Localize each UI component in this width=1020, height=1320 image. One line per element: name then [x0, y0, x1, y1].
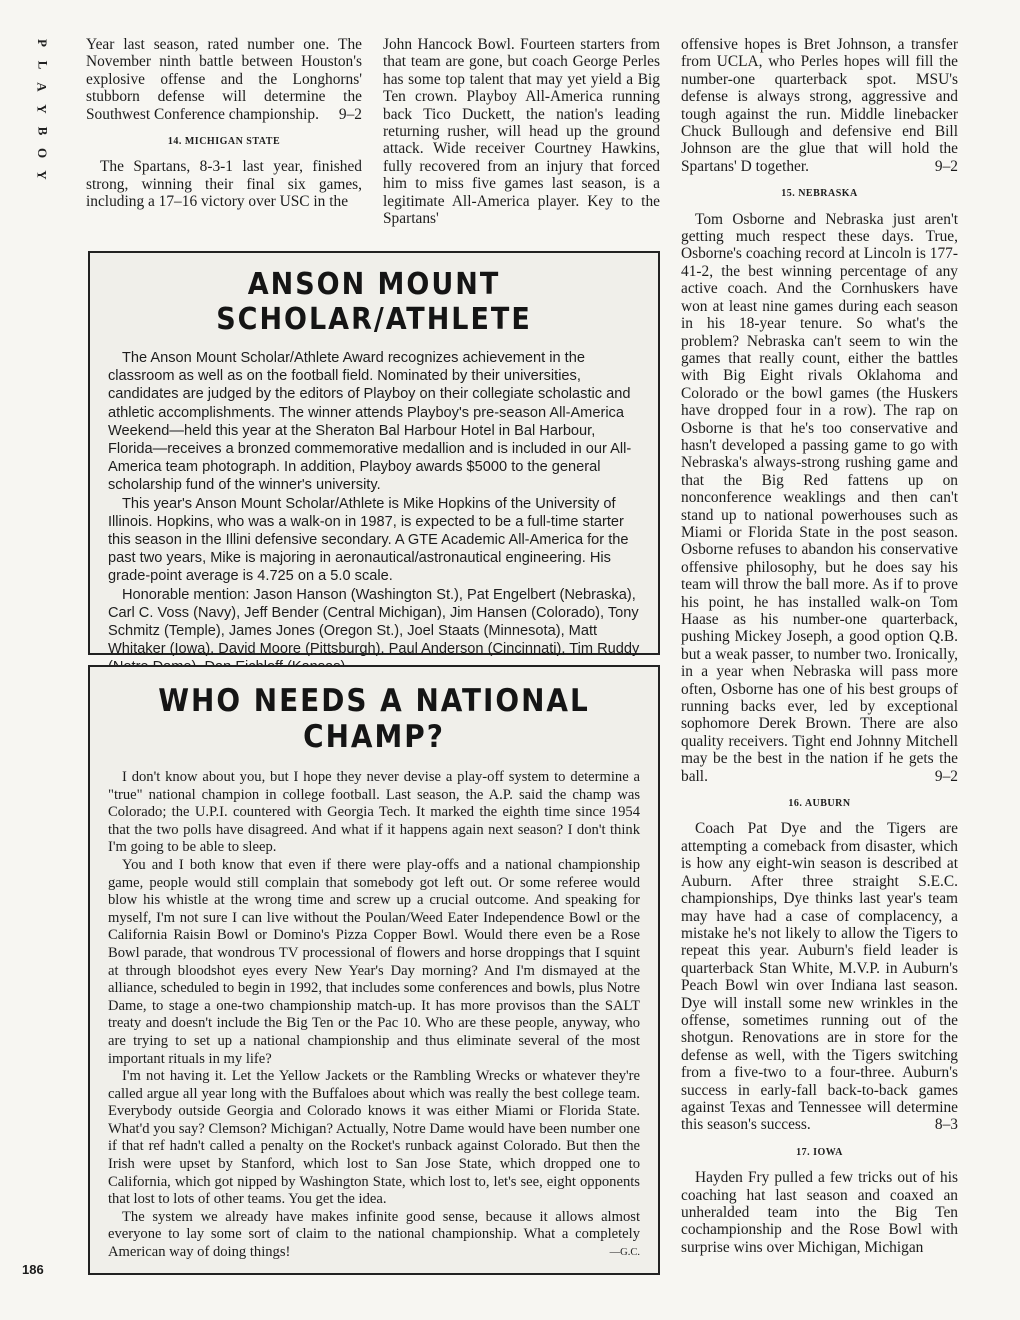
nebraska-paragraph [681, 211, 958, 785]
spine-letter: Y [34, 104, 50, 114]
spine-letter: B [34, 126, 50, 136]
michigan-state-intro: The Spartans, 8-3-1 last year, finished strong, winning their final six games, including a 17–16 victory over USC in the [86, 158, 362, 211]
national-champ-para-4 [108, 1209, 640, 1262]
spine-letter: A [34, 82, 50, 92]
michigan-state-end [681, 36, 958, 175]
national-champ-para-3: I'm not having it. Let the Yellow Jackets or the Rambling Wrecks or whatever they're called argue all year long with the Buffaloes about which was really the best college team. Everybody outside Georgia and Colorado knows it was either Miami or Florida State. What'd you say? Clemson? Michigan? Actually, Notre Dame would have been number one if that ref hadn't called a penalty on the Rocket's runback against Colorado. But then the Irish were upset by Stanford, which lost to San Jose State, which dropped one to California, which got nipped by Washington State, which lost to, let's see, eight opponents that lost to lots of other teams. You get the idea. [108, 1068, 640, 1208]
scholar-athlete-para-2: This year's Anson Mount Scholar/Athlete is Mike Hopkins of the University of Illinois. Hopkins, who was a walk-on in 1987, is expected to be a full-time starter this season in the Illini defensive secondary. A GTE Academic All-America for the past two years, Mike is majoring in aeronautical/astronautical engineering. His grade-point average is 4.725 on a 5.0 scale. [108, 495, 629, 585]
michigan-state-end-text: offensive hopes is Bret Johnson, a transfer from UCLA, who Perles hopes will fill the number-one quarterback spot. MSU's defense is always strong, aggressive and tough against the run. Middle linebacker Chuck Bullough and defensive end Bill Johnson are the glue that will hold the Spartans' D together. [681, 36, 958, 175]
national-champ-box [88, 665, 660, 1275]
nebraska-heading: 15. NEBRASKA [781, 188, 858, 200]
national-champ-body [108, 769, 640, 1262]
spine-letter: L [34, 60, 50, 70]
iowa-paragraph: Hayden Fry pulled a few tricks out of his coaching hat last season and coaxed an unheralded team into the Big Ten cochampionship and the Rose Bowl with surprise wins over Michigan, Michigan [681, 1169, 958, 1256]
michigan-state-grade: 9–2 [934, 157, 958, 175]
spine-letter: O [35, 147, 50, 159]
texas-grade: 9–2 [338, 105, 362, 123]
column-3 [681, 36, 958, 1256]
iowa-heading: 17. IOWA [796, 1146, 843, 1158]
spine-letter: Y [34, 170, 50, 180]
scholar-athlete-title: ANSON MOUNT SCHOLAR/ATHLETE [216, 267, 532, 337]
magazine-spine-label [30, 36, 54, 182]
michigan-state-continued: John Hancock Bowl. Fourteen starters from that team are gone, but coach George Perles has some top talent that may yet yield a Big Ten crown. Playboy All-America running back Tico Duckett, the nation's leading returning rusher, will head up the ground attack. Wide receiver Courtney Hawkins, fully recovered from an injury that forced him to miss five games last season, is a legitimate All-America player. Key to the Spartans' [383, 36, 660, 228]
national-champ-para-1: I don't know about you, but I hope they never devise a play-off system to determine a "true" national champion in college football. Last season, the A.P. said the champ was Colorado; the U.P.I. countered with Georgia Tech. It marked the eighth time since 1954 that the two polls have disagreed. And what if it happens again next season? I don't think I'm going to be able to sleep. [108, 769, 640, 856]
national-champ-para-2: You and I both know that even if there were play-offs and a national championship game, people would still complain that somebody got left out. Or some referee would blow his whistle at the wrong time and screw up a crucial outcome. And speaking for myself, I'm not sure I can live without the Poulan/Weed Eater Independence Bowl or the California Raisin Bowl or Domino's Pizza Copper Bowl. Would there even be a Rose Bowl parade, that wondrous TV processional of flowers and horse droppings that I squint at through bloodshot eyes every New Year's Day morning? And I'm dismayed at the alliance, scheduled to begin in 1992, that includes some conferences and bowls, plus Notre Dame, to stage a one-two championship match-up. It has more provisos than the SALT treaty and doesn't include the Big Ten or the Pac 10. Who are these people, anyway, who are trying to set up a national championship and thus eliminate several of the most important rituals in my life? [108, 856, 640, 1067]
scholar-athlete-box [88, 251, 660, 658]
scholar-athlete-body [108, 349, 640, 677]
texas-text: Year last season, rated number one. The November ninth battle between Houston's explosive offense and the Longhorns' stubborn defense will determine the Southwest Conference championship. [86, 36, 362, 123]
column-1-top [86, 36, 362, 211]
auburn-text: Coach Pat Dye and the Tigers are attempting a comeback from disaster, which is how any eight-win season is described at Auburn. After three straight S.E.C. championships, Dye thinks last year's team may have had a case of complacency, a mistake he's not likely to allow the Tigers to repeat this year. Auburn's field leader is quarterback Stan White, M.V.P. in Auburn's Peach Bowl win over Indiana last season. Dye will install some new wrinkles in the offense, sometimes running out of the shotgun. Renovations are in store for the defense as well, with the Tigers switching from a five-two to a four-three. Auburn's success in early-fall back-to-back games against Texas and Tennessee will determine this season's success. [681, 820, 958, 1134]
nebraska-grade: 9–2 [934, 767, 958, 785]
auburn-heading: 16. AUBURN [788, 798, 851, 810]
nebraska-text: Tom Osborne and Nebraska just aren't getting much respect these days. True, Osborne's coaching record at Lincoln is 177-41-2, the best winning percentage of any active coach. And the Cornhuskers have won at least nine games during each season in his 18-year tenure. So what's the problem? Nebraska can't seem to win the games that really count, either the battles with Big Eight rivals Oklahoma and Colorado or the bowl games (the Huskers have dropped four in a row). The rap on Osborne is that he's too conservative and hasn't developed a passing game to go with Nebraska's always-strong rushing game and that the Big Red fattens up on nonconference weaklings and then can't stand up to national powerhouses such as Miami or Florida State in the post season. Osborne refuses to abandon his conservative offensive philosophy, but he does say his team will throw the ball more. As if to prove his point, he has installed walk-on Tom Haase as his number-one quarterback, pushing Mickey Joseph, a good option Q.B. but a weak passer, to number two. Ironically, in a year when Nebraska will pass more often, Osborne has one of his best groups of running backs ever, led by exceptional sophomore Derek Brown. There are also quality receivers. Tight end Johnny Mitchell may be the best in the nation if he gets the ball. [681, 210, 958, 785]
column-2-top [383, 36, 660, 227]
auburn-paragraph [681, 820, 958, 1133]
auburn-grade: 8–3 [934, 1116, 958, 1134]
national-champ-title: WHO NEEDS A NATIONAL CHAMP? [158, 683, 590, 755]
national-champ-para-4-text: The system we already have makes infinite good sense, because it allows almost everyone to lay some sort of claim to the national championship. What a completely American way of doing things! [108, 1208, 640, 1261]
michigan-state-heading: 14. MICHIGAN STATE [167, 136, 281, 148]
honorable-mention-para: Honorable mention: Jason Hanson (Washington St.), Pat Engelbert (Nebraska), Carl C. Voss (Navy), Jeff Bender (Central Michigan), Jim Hansen (Colorado), Tony Schmitz (Temple), James Jones (Oregon St.), Joel Staats (Minnesota), Matt Whitaker (Iowa), David Moore (Pittsburgh), Paul Anderson (Cincinnati), Tim Ruddy [108, 586, 640, 658]
scholar-athlete-para-1: The Anson Mount Scholar/Athlete Award recognizes achievement in the classroom as well as on the football field. Nominated by their universities, candidates are judged by the editors of Playboy on their collegiate scholastic and athletic accomplishments. The winner attends Playboy's pre-season All-America Weekend—held this year at the Sheraton Bal Harbour Hotel in Bal Harbour, Florida—receives a bronzed commemorative medallion and is included in our All-America team photograph. In addition, Playboy awards $5000 to the general scholarship fund of the winner's university. [108, 350, 632, 494]
texas-paragraph [86, 36, 362, 123]
page-number: 186 [22, 1262, 44, 1277]
spine-letter: P [34, 39, 50, 47]
author-signature: —G.C. [609, 1247, 640, 1259]
